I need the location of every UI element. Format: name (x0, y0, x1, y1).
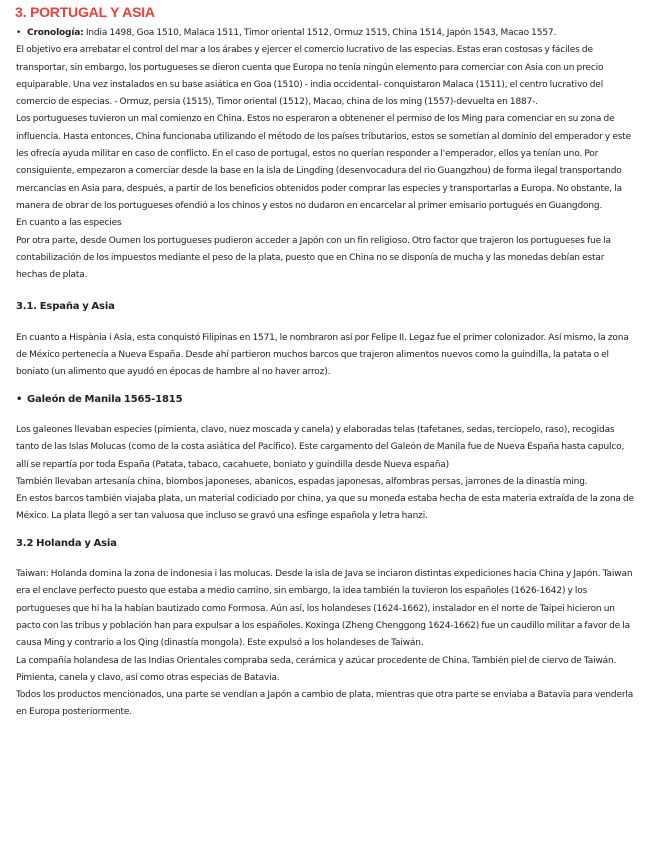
paragraph-spain: En cuanto a Hispània i Asia, esta conquistó Filipinas en 1571, le nombraron así por Felipe II. Legaz fue el primer colonizador. Así mismo, la zona de México pertenecía a Nueva España. Desde ahí partieron muchos barcos que trajeron alimentos nuevos como la guindilla, la patata o el boniato (un alimento que ayudó en épocas de hambre al no haver arroz). (16, 332, 629, 378)
bullet-icon: • (16, 28, 22, 38)
paragraph-objective: El objetivo era arrebatar el control del mar a los árabes y ejercer el comercio lucrativo de las especias. Estas eran costosas y fáciles de transportar, sin embargo, los portugueses se dieron cuenta que Europa no tenía ningún elemento para comerciar con Asia con un precio equiparable. Una vez instalados en su base asiática en Goa (1510) - india occidental- conquistaron Malaca (1511), el centro lucrativo del comercio de especias. - Ormuz, persia (1515), Timor oriental (1512), Macao, china de los ming (1557)-devuelta en 1887-. (16, 45, 604, 108)
page-title: 3. PORTUGAL Y ASIA (15, 4, 155, 20)
paragraph-galleon-cargo: Los galeones llevaban especies (pimienta, clavo, nuez moscada y canela) y elaboradas telas (tafetanes, sedas, terciopelo, raso), recogidas tanto de las Islas Molucas (como de la costa asiática del Pacífico). Este cargamento del Galeón de Manila fue de Nueva España hasta capulco, allí se repartía por toda España (Patata, tabaco, cacahuete, boniato y guindilla desde Nueva españa) (16, 424, 625, 470)
paragraph-galleon-silver: En estos barcos también viajaba plata, un material codiciado por china, ya que su moneda estaba hecha de esta materia extraída de la zona de México. La plata llegó a ser tan valuosa que incluso se gravó una esfinge española y letra hanzi. (16, 494, 634, 522)
paragraph-japan: Por otra parte, desde Oumen los portugueses pudieron acceder a Japón con un fin religioso. Otro factor que trajeron los portugueses fue la contabilización de los impuestos mediante el peso de la plata, puesto que en China no se disponía de mucha y las monedas debían estar hechas de plata. (16, 235, 611, 281)
galleon-heading-item (16, 391, 634, 408)
bullet-icon: • (16, 393, 23, 405)
chronology-dates: India 1498, Goa 1510, Malaca 1511, Timor oriental 1512, Ormuz 1515, China 1514, Japón 1543, Macao 1557. (83, 28, 557, 38)
paragraph-spices: En cuanto a las especies (16, 218, 122, 229)
chronology-item (16, 25, 634, 42)
chronology-text (27, 25, 556, 42)
paragraph-galleon-crafts: También llevaban artesanía china, biombos japoneses, abanicos, espadas japonesas, alfombras persas, jarrones de la dinastía ming. (16, 476, 588, 487)
galleon-heading: Galeón de Manila 1565-1815 (27, 393, 183, 405)
paragraph-china-start: Los portugueses tuvieron un mal comienzo en China. Estos no esperaron a obtenener el permiso de los Ming para comenciar en su zona de influencia. Hasta entonces, China funcionaba utilizando el método de los países tributarios, estos se sometían al dominio del emperador y este les ofrecía ayuda militar en caso de conflicto. En el caso de portugal, estos no querían responder a l'emperador, ellos ya tenían uno. Por consiguiente, empezaron a comerciar desde la base en la isla de Lingding (desenvocadura del rio Guangzhou) de forma ilegal transportando mercancías en Asia para, después, a partir de los beneficios obtenidos poder comprar las especies y transportarlas a Europa. No obstante, la manera de obrar de los portugueses ofendió a los chinos y estos no dudaron en encarcelar al primer emisario portugués en Guangdong. (16, 114, 632, 211)
paragraph-taiwan: Taiwan: Holanda domina la zona de indonesia i las molucas. Desde la isla de Java se inciaron distintas expediciones hacia China y Japón. Taiwan era el enclave perfecto puesto que estaba a medio camino, sin embargo, la idea también la tuvieron los españoles (1626-1642) y los portugueses que hi ha la habían bautizado como Formosa. Aún así, los holandeses (1624-1662), instalador en el norte de Taipei hicieron un pacto con las tribus y población han para expulsar a los españoles. Koxinga (Zheng Chenggong 1624-1662) fue un caudillo militar a favor de la causa Ming y contrario a los Qing (dinastía mongola). Este expulsó a los holandeses de Taiwán. (16, 569, 633, 649)
paragraph-dutch-company: La compañía holandesa de las Indias Orientales compraba seda, cerámica y azúcar procedente de China. También piel de ciervo de Taiwán. Pimienta, canela y clavo, así como otras especias de Batavia. (16, 655, 617, 683)
chronology-label: Cronología: (27, 28, 84, 38)
section-heading-holland: 3.2 Holanda y Asia (16, 537, 117, 549)
section-heading-spain: 3.1. España y Asia (16, 301, 115, 313)
paragraph-products: Todos los productos mencionados, una parte se vendían a Japón a cambio de plata, mientras que otra parte se enviaba a Batavia para venderla en Europa posteriormente. (16, 690, 634, 718)
